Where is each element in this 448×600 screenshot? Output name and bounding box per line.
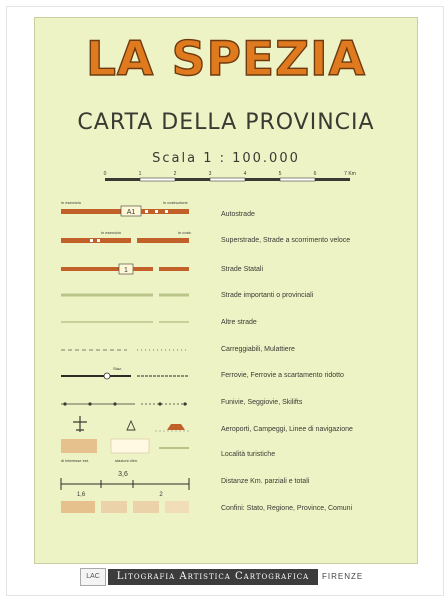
legend-label-motorways: Autostrade xyxy=(221,211,255,218)
tourist-hint: di interesse est. xyxy=(61,458,90,463)
publisher-logo: LAC xyxy=(80,568,106,586)
cover-panel xyxy=(34,17,418,564)
scale-tick-label: 0 xyxy=(103,171,107,177)
legend-label-distances: Distanze Km. parziali e totali xyxy=(221,478,310,485)
distance-total: 3,6 xyxy=(118,471,128,478)
legend-label-other-roads: Altre strade xyxy=(221,319,257,326)
road-status-tag: in esercizio xyxy=(101,230,122,235)
distance-symbol xyxy=(61,471,189,498)
map-title: LA SPEZIA xyxy=(85,32,367,87)
road-status-tag: in costruzione xyxy=(163,200,188,205)
publisher-city: FIRENZE xyxy=(322,572,364,581)
motorway-symbol xyxy=(61,200,189,216)
legend-label-state-roads: Strade Statali xyxy=(221,266,264,273)
legend-label-cableways: Funivie, Seggiovie, Skilifts xyxy=(221,399,303,406)
publisher-footer xyxy=(80,568,370,586)
state-road-symbol xyxy=(61,264,189,274)
boundary-symbol xyxy=(61,501,189,513)
publisher-name: Litografia Artistica Cartografica xyxy=(108,569,318,585)
scale-label: Scala 1 : 100.000 xyxy=(152,151,300,166)
airport-symbol xyxy=(73,416,189,432)
scale-tick-label: 2 xyxy=(173,171,177,177)
tourist-hint: stazioni clim. xyxy=(115,458,138,463)
expressway-symbol xyxy=(61,230,192,243)
legend-label-railways: Ferrovie, Ferrovie a scartamento ridotto xyxy=(221,372,344,379)
scale-tick-label: 7 Km xyxy=(344,171,356,177)
legend-label-boundaries: Confini: Stato, Regione, Province, Comuni xyxy=(221,505,353,512)
road-status-tag: in esercizio xyxy=(61,200,82,205)
scale-tick-label: 5 xyxy=(278,171,282,177)
legend-label-airports: Aeroporti, Campeggi, Linee di navigazione xyxy=(221,426,353,433)
railway-symbol xyxy=(61,366,189,379)
legend-label-expressways: Superstrade, Strade a scorrimento veloce xyxy=(221,237,351,244)
legend-label-provincial-roads: Strade importanti o provinciali xyxy=(221,292,314,299)
motorway-code: A1 xyxy=(126,209,136,216)
legend-label-tourist-localities: Località turistiche xyxy=(221,451,276,458)
scale-tick-label: 4 xyxy=(243,171,247,177)
state-road-code: 1 xyxy=(124,267,128,274)
distance-partial: 1,6 xyxy=(76,492,86,498)
map-subtitle: CARTA DELLA PROVINCIA xyxy=(77,110,375,135)
scale-tick-label: 3 xyxy=(208,171,212,177)
railway-station-tag: Staz. xyxy=(113,366,123,371)
cableway-symbol xyxy=(61,402,189,405)
scale-tick-label: 6 xyxy=(313,171,317,177)
distance-partial: 2 xyxy=(159,492,163,498)
legend-label-tracks: Carreggiabili, Mulattiere xyxy=(221,346,295,353)
tourist-locality-symbol xyxy=(61,439,189,463)
road-status-tag: in costr. xyxy=(178,230,192,235)
scale-tick-label: 1 xyxy=(138,171,142,177)
